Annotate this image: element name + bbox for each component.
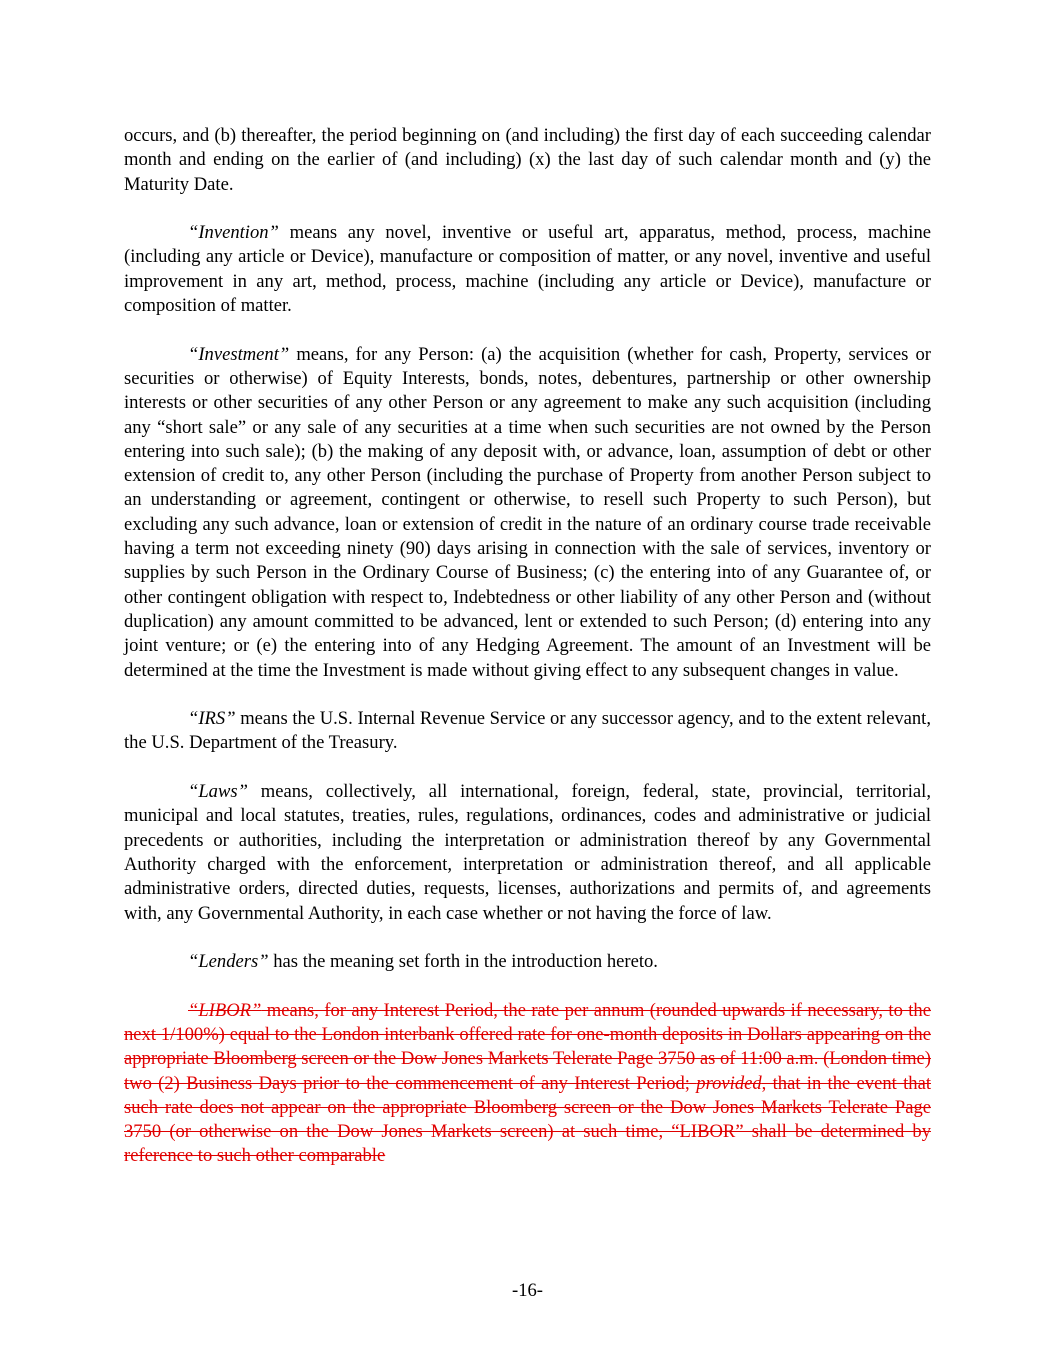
definition-lenders bbox=[124, 950, 931, 974]
definition-text-continued: , that in the event that such rate does not appear on the appropriate Bloomberg screen or the Dow Jones Markets Telerate Page 3750 (or otherwise on the Dow Jones Markets screen) at such time, “LIBOR” shall be determined by reference to such other comparable bbox=[124, 1072, 931, 1167]
defined-term: “Invention” bbox=[188, 222, 279, 244]
definition-investment bbox=[124, 343, 931, 683]
definition-libor-deleted bbox=[124, 999, 931, 1169]
definition-text: means any novel, inventive or useful art, apparatus, method, process, machine (including any article or Device), manufacture or composition of matter, or any novel, inventive and useful improvement in any art, method, process, machine (including any article or Device), manufacture or composition of matter. bbox=[124, 222, 931, 317]
document-page bbox=[124, 124, 931, 1193]
defined-term: “Lenders” bbox=[188, 951, 269, 973]
defined-term: “Laws” bbox=[188, 781, 248, 803]
definition-text: means the U.S. Internal Revenue Service or any successor agency, and to the extent relevant, the U.S. Department of the Treasury. bbox=[124, 708, 931, 754]
defined-term: “IRS” bbox=[188, 708, 236, 730]
continuation-paragraph: occurs, and (b) thereafter, the period beginning on (and including) the first day of each succeeding calendar month and ending on the earlier of (and including) (x) the last day of such calendar month and (y) the Maturity Date. bbox=[124, 125, 931, 195]
definition-irs bbox=[124, 707, 931, 756]
page-number: -16- bbox=[512, 1280, 543, 1301]
definition-laws bbox=[124, 780, 931, 926]
definition-text: means, for any Interest Period, the rate per annum (rounded upwards if necessary, to the next 1/100%) equal to the London interbank offered rate for one-month deposits in Dollars appearing on the appropriate Bloomberg screen or the Dow Jones Markets Telerate Page 3750 as of 11:00 a.m. (London time) two (2) Business Days prior to the commencement of any Interest Period; bbox=[124, 999, 931, 1094]
definition-invention bbox=[124, 221, 931, 318]
definition-text: means, for any Person: (a) the acquisition (whether for cash, Property, services or securities or otherwise) of Equity Interests, bonds, notes, debentures, partnership or other ownership interests or other securities of any other Person or any agreement to make any such acquisition (including any “short sale” or any sale of any securities at a time when such securities are not owned by the Person entering into such sale); (b) the making of any deposit with, or advance, loan, assumption of debt or other extension of credit to, any other Person (including the purchase of Property from another Person subject to an understanding or agreement, contingent or otherwise, to resell such Property to such Person), but excluding any such advance, loan or extension of credit in the nature of an ordinary course trade receivable having a term not exceeding ninety (90) days arising in connection with the sale of services, inventory or supplies by such Person in the Ordinary Course of Business; (c) the entering into of any Guarantee of, or other contingent obligation with respect to, Indebtedness or other liability of any other Person and (without duplication) any amount committed to be advanced, lent or extended to such Person; (d) entering into any joint venture; or (e) the entering into of any Hedging Agreement. The amount of an Investment will be determined at the time the Investment is made without giving effect to any subsequent changes in value. bbox=[124, 343, 931, 681]
definition-text: means, collectively, all international, foreign, federal, state, provincial, territorial, municipal and local statutes, treaties, rules, regulations, ordinances, codes and administrative or judicial precedents or authorities, including the interpretation or administration thereof by any Governmental Authority charged with the enforcement, interpretation or administration thereof, and all applicable administrative orders, directed duties, requests, licenses, authorizations and permits of, and agreements with, any Governmental Authority, in each case whether or not having the force of law. bbox=[124, 781, 931, 924]
definition-text: has the meaning set forth in the introduction hereto. bbox=[268, 951, 658, 973]
proviso-term: provided bbox=[696, 1072, 762, 1094]
defined-term: “LIBOR” bbox=[188, 999, 262, 1021]
defined-term: “Investment” bbox=[188, 343, 290, 365]
